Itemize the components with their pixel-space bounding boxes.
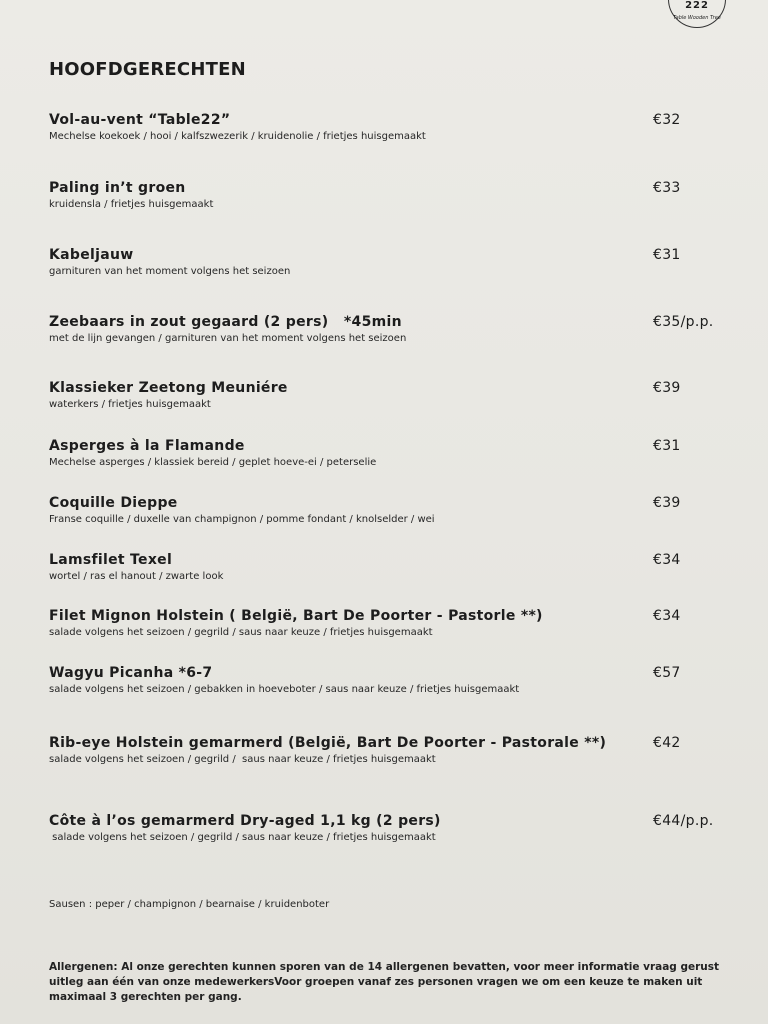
- dish-item: [49, 437, 729, 470]
- dish-description: salade volgens het seizoen / gegrild / saus naar keuze / frietjes huisgemaakt: [49, 832, 436, 843]
- allergens-line: uitleg aan één van onze medewerkersVoor groepen vanaf zes personen vragen we om een keuze te maken uit: [49, 976, 703, 988]
- dish-name: Wagyu Picanha *6-7: [49, 665, 213, 681]
- dish-item: [49, 246, 729, 279]
- logo-subtitle: Table Wooden Tree: [673, 15, 721, 21]
- dish-price: €39: [653, 495, 681, 511]
- dish-description: wortel / ras el hanout / zwarte look: [49, 571, 224, 582]
- dish-item: [49, 494, 729, 527]
- dish-price: €35/p.p.: [653, 314, 714, 330]
- dish-name: Zeebaars in zout gegaard (2 pers) *45min: [49, 314, 402, 330]
- dish-item: [49, 664, 729, 697]
- dish-price: €32: [653, 112, 681, 128]
- dish-description: Mechelse asperges / klassiek bereid / geplet hoeve-ei / peterselie: [49, 457, 377, 468]
- dish-item: [49, 111, 729, 144]
- dish-name: Coquille Dieppe: [49, 495, 178, 511]
- allergens-line: Allergenen: Al onze gerechten kunnen sporen van de 14 allergenen bevatten, voor meer informatie vraag gerust: [49, 961, 720, 973]
- dish-price: €34: [653, 552, 681, 568]
- dish-item: [49, 313, 729, 346]
- dish-item: [49, 734, 729, 767]
- dish-name: Rib-eye Holstein gemarmerd (België, Bart De Poorter - Pastorale **): [49, 735, 607, 751]
- dish-description: garnituren van het moment volgens het seizoen: [49, 266, 291, 277]
- dish-description: Mechelse koekoek / hooi / kalfszwezerik / kruidenolie / frietjes huisgemaakt: [49, 131, 426, 142]
- dish-name: Lamsfilet Texel: [49, 552, 173, 568]
- dish-name: Filet Mignon Holstein ( België, Bart De Poorter - Pastorle **): [49, 608, 543, 624]
- dish-price: €31: [653, 247, 681, 263]
- dish-name: Vol-au-vent “Table22”: [49, 112, 231, 128]
- dish-name: Klassieker Zeetong Meuniére: [49, 380, 288, 396]
- dish-price: €31: [653, 438, 681, 454]
- dish-description: Franse coquille / duxelle van champignon / pomme fondant / knolselder / wei: [49, 514, 435, 525]
- dish-description: met de lijn gevangen / garnituren van het moment volgens het seizoen: [49, 333, 407, 344]
- dish-price: €42: [653, 735, 681, 751]
- section-heading: HOOFDGERECHTEN: [49, 59, 246, 80]
- dish-description: waterkers / frietjes huisgemaakt: [49, 399, 211, 410]
- dish-item: [49, 379, 729, 412]
- dish-price: €44/p.p.: [653, 813, 714, 829]
- dish-price: €33: [653, 180, 681, 196]
- allergens-note: [49, 960, 729, 1005]
- dish-description: kruidensla / frietjes huisgemaakt: [49, 199, 214, 210]
- dish-price: €39: [653, 380, 681, 396]
- dish-price: €34: [653, 608, 681, 624]
- logo-mark: 222: [685, 0, 709, 11]
- dish-item: [49, 812, 729, 845]
- dish-price: €57: [653, 665, 681, 681]
- sauces-note: Sausen : peper / champignon / bearnaise / kruidenboter: [49, 899, 330, 910]
- dish-description: salade volgens het seizoen / gegrild / saus naar keuze / frietjes huisgemaakt: [49, 627, 433, 638]
- dish-description: salade volgens het seizoen / gegrild / saus naar keuze / frietjes huisgemaakt: [49, 754, 436, 765]
- dish-item: [49, 551, 729, 584]
- dish-item: [49, 179, 729, 212]
- dish-name: Côte à l’os gemarmerd Dry-aged 1,1 kg (2 pers): [49, 813, 441, 829]
- restaurant-logo: [668, 0, 726, 28]
- dish-item: [49, 607, 729, 640]
- dish-name: Kabeljauw: [49, 247, 134, 263]
- dish-description: salade volgens het seizoen / gebakken in hoeveboter / saus naar keuze / frietjes huisgemaakt: [49, 684, 520, 695]
- dish-name: Paling in’t groen: [49, 180, 186, 196]
- dish-name: Asperges à la Flamande: [49, 438, 245, 454]
- allergens-line: maximaal 3 gerechten per gang.: [49, 991, 242, 1003]
